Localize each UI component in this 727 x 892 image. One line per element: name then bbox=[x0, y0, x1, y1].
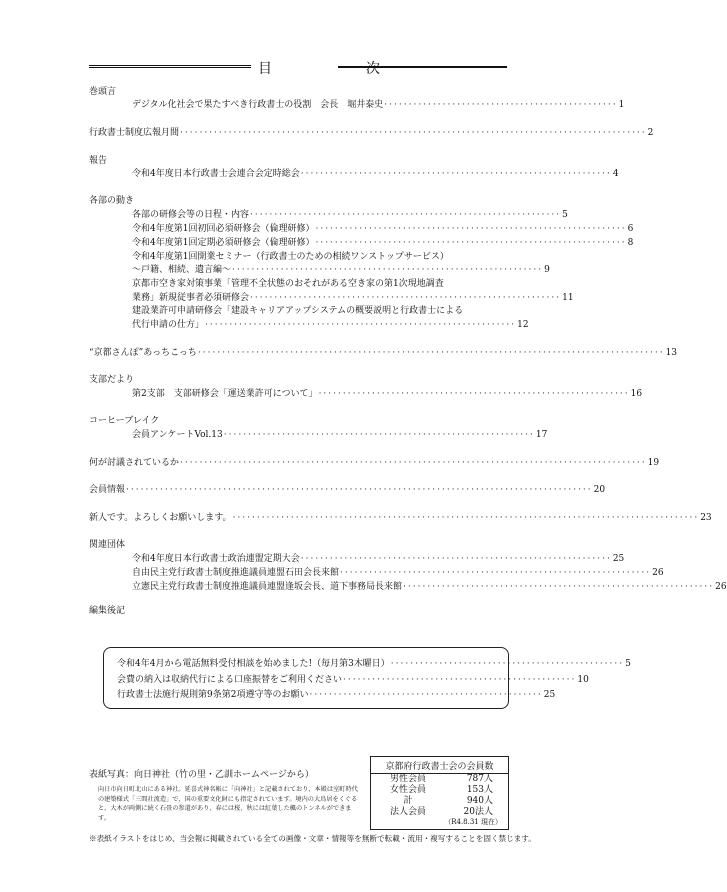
toc-entry-page: 20 bbox=[593, 485, 606, 495]
leader-dots: ································································ bbox=[300, 554, 612, 564]
toc-entry-page: 9 bbox=[544, 265, 550, 275]
toc-entry-title: 令和4年度日本行政書士会連合会定時総会 bbox=[132, 169, 300, 179]
leader-dots: ································································ bbox=[340, 568, 652, 578]
cover-photo-description: 向日市向日町北山にある神社。延喜式神名帳に「向神社」と記載されており、本殿は室町時代の建築様式「三間社流造」で、国の重要文化財にも指定されています。境内の大鳥居をくぐると、大木が両側に続く石畳の参道があり、春には桜、秋には紅葉した楓のトンネルができます。 bbox=[98, 786, 358, 822]
member-count-label: 女性会員 bbox=[389, 785, 426, 795]
leader-dots: ················································ bbox=[390, 659, 625, 669]
section-heading-coffee-break: コーヒーブレイク bbox=[89, 416, 160, 426]
toc-entry-page: 11 bbox=[562, 293, 574, 303]
toc-entry[interactable] bbox=[132, 221, 634, 234]
leader-dots: ································································ bbox=[300, 169, 612, 179]
toc-entry-page: 17 bbox=[535, 430, 548, 440]
toc-entry[interactable] bbox=[89, 482, 606, 495]
toc-entry[interactable] bbox=[132, 166, 619, 179]
toc-entry-page: 6 bbox=[627, 224, 634, 234]
member-count-value: 153人 bbox=[466, 785, 493, 795]
member-count-value: 20法人 bbox=[463, 807, 493, 817]
toc-entry[interactable] bbox=[132, 207, 568, 220]
member-count-row bbox=[371, 807, 508, 818]
toc-entry[interactable] bbox=[132, 427, 548, 440]
toc-entry[interactable] bbox=[89, 345, 678, 358]
toc-entry[interactable] bbox=[89, 510, 712, 523]
toc-entry-page: 25 bbox=[612, 554, 625, 564]
toc-entry-title: 令和4年度第1回定期必須研修会（倫理研修） bbox=[132, 238, 315, 248]
toc-entry-page: 12 bbox=[517, 320, 529, 330]
leader-dots: ································································ bbox=[223, 430, 535, 440]
leader-dots: ································································ bbox=[315, 224, 627, 234]
toc-entry[interactable] bbox=[132, 97, 625, 110]
toc-entry-title: 第2支部 支部研修会「運送業許可について」 bbox=[132, 389, 318, 399]
toc-entry-page: 1 bbox=[618, 100, 625, 110]
page-title: 目 次 bbox=[258, 61, 420, 77]
toc-entry-page: 16 bbox=[630, 389, 643, 399]
member-count-date: （R4.8.31 現在） bbox=[444, 818, 502, 826]
leader-dots: ································································································ bbox=[180, 458, 647, 468]
toc-entry-title: “京都さんぽ”あっちこっち bbox=[89, 348, 197, 358]
leader-dots: ································································································ bbox=[180, 128, 647, 138]
section-heading-report: 報告 bbox=[89, 156, 108, 166]
toc-entry-page: 8 bbox=[627, 238, 634, 248]
toc-entry[interactable] bbox=[132, 551, 625, 564]
copyright-footnote: ※表紙イラストをはじめ、当会報に掲載されている全ての画像・文章・情報等を無断で転載・流用・複写することを固く禁じます。 bbox=[89, 834, 536, 843]
leader-dots: ································································································ bbox=[232, 513, 700, 523]
toc-entry[interactable] bbox=[89, 455, 660, 468]
member-count-row bbox=[371, 774, 508, 785]
leader-dots: ································································ bbox=[318, 389, 630, 399]
toc-entry-title: デジタル化社会で果たすべき行政書士の役割 会長 堀井泰史 bbox=[132, 100, 384, 110]
leader-dots: ································································ bbox=[315, 238, 627, 248]
leader-dots: ································································ bbox=[232, 265, 544, 275]
toc-entry-title: 令和4年度日本行政書士政治連盟定期大会 bbox=[132, 554, 300, 564]
leader-dots: ················································ bbox=[384, 100, 618, 110]
notice-entry-page: 10 bbox=[577, 675, 589, 685]
toc-entry-title: 各部の研修会等の日程・内容 bbox=[132, 210, 250, 220]
toc-entry[interactable] bbox=[132, 290, 574, 303]
toc-entry-title: 自由民主党行政書士制度推進議員連盟石田会長来館 bbox=[132, 568, 340, 578]
toc-entry-title-line2: ～戸籍、相続、遺言編～ bbox=[132, 265, 232, 275]
section-heading-branch-news: 支部だより bbox=[89, 375, 135, 385]
toc-entry-title: 令和4年度第1回初回必須研修会（倫理研修） bbox=[132, 224, 315, 234]
toc-entry-page: 13 bbox=[665, 348, 678, 358]
toc-entry-title: 新人です。よろしくお願いします。 bbox=[89, 513, 232, 523]
toc-entry-title: 立憲民主党行政書士制度推進議員連盟逢坂会長、道下事務局長来館 bbox=[132, 582, 403, 592]
leader-dots: ················································ bbox=[343, 675, 577, 685]
toc-entry-page: 26 bbox=[652, 568, 664, 578]
title-rule-left bbox=[89, 65, 251, 68]
leader-dots: ································································································ bbox=[197, 348, 665, 358]
notice-entry-title: 令和4年4月から電話無料受付相談を始めました!（毎月第3木曜日） bbox=[117, 659, 390, 669]
leader-dots: ································································ bbox=[250, 293, 562, 303]
toc-entry-title: 行政書士制度広報月間 bbox=[89, 128, 180, 138]
member-count-title: 京都府行政書士会の会員数 bbox=[371, 759, 508, 774]
toc-entry[interactable] bbox=[89, 125, 654, 138]
toc-entry-title-line1[interactable]: 令和4年度第1回開業セミナー（行政書士のための相続ワンストップサービス） bbox=[132, 252, 449, 262]
leader-dots: ································································ bbox=[403, 582, 715, 592]
toc-entry[interactable] bbox=[132, 579, 727, 592]
member-count-label: 計 bbox=[403, 796, 413, 806]
toc-entry-title: 会員情報 bbox=[89, 485, 126, 495]
notice-entry-title: 行政書士法施行規則第9条第2項遵守等のお願い bbox=[117, 690, 309, 700]
member-count-row bbox=[371, 796, 508, 807]
leader-dots: ································································································ bbox=[126, 485, 593, 495]
member-count-box bbox=[370, 756, 509, 830]
leader-dots: ················································ bbox=[309, 690, 543, 700]
notice-entry-title: 会費の納入は収納代行による口座振替をご利用ください bbox=[117, 675, 343, 685]
member-count-label: 男性会員 bbox=[389, 774, 426, 784]
toc-entry-page: 19 bbox=[647, 458, 660, 468]
section-heading-branch-activities: 各部の動き bbox=[89, 196, 135, 206]
toc-entry-title-line2: 業務」新規従事者必須研修会 bbox=[132, 293, 250, 303]
toc-entry-title: 何が討議されているか bbox=[89, 458, 180, 468]
toc-entry-title-line1[interactable]: 京都市空き家対策事業「管理不全状態のおそれがある空き家の第1次現地調査 bbox=[132, 279, 444, 289]
section-heading-related-orgs: 関連団体 bbox=[89, 540, 126, 550]
leader-dots: ································································ bbox=[250, 210, 562, 220]
title-rule-right bbox=[338, 66, 507, 68]
toc-entry[interactable] bbox=[132, 317, 529, 330]
notice-entry-page: 5 bbox=[625, 659, 631, 669]
member-count-label: 法人会員 bbox=[389, 807, 426, 817]
member-count-row bbox=[371, 785, 508, 796]
section-heading-editors-note[interactable]: 編集後記 bbox=[89, 606, 126, 616]
toc-entry-page: 5 bbox=[562, 210, 568, 220]
toc-entry-title-line2: 代行申請の仕方」 bbox=[132, 320, 205, 330]
member-count-value: 940人 bbox=[466, 796, 493, 806]
leader-dots: ································································ bbox=[205, 320, 517, 330]
section-heading-preface: 巻頭言 bbox=[89, 87, 117, 97]
toc-entry[interactable] bbox=[132, 565, 664, 578]
notice-entry[interactable] bbox=[117, 656, 631, 669]
notice-entry[interactable] bbox=[117, 687, 556, 700]
toc-entry-page: 4 bbox=[612, 169, 619, 179]
toc-entry-page: 2 bbox=[647, 128, 654, 138]
toc-entry[interactable] bbox=[132, 386, 643, 399]
toc-entry[interactable] bbox=[132, 235, 634, 248]
toc-entry-title-line1[interactable]: 建設業許可申請研修会「建設キャリアアップシステムの概要説明と行政書士による bbox=[132, 306, 464, 316]
toc-entry[interactable] bbox=[132, 262, 550, 275]
toc-entry-page: 26 bbox=[715, 582, 727, 592]
toc-entry-title: 会員アンケートVol.13 bbox=[132, 430, 223, 440]
notice-entry[interactable] bbox=[117, 672, 589, 685]
notice-entry-page: 25 bbox=[543, 690, 556, 700]
toc-entry-page: 23 bbox=[700, 513, 712, 523]
member-count-value: 787人 bbox=[466, 774, 493, 784]
cover-photo-label: 表紙写真：向日神社（竹の里・乙訓ホームページから） bbox=[89, 770, 314, 780]
